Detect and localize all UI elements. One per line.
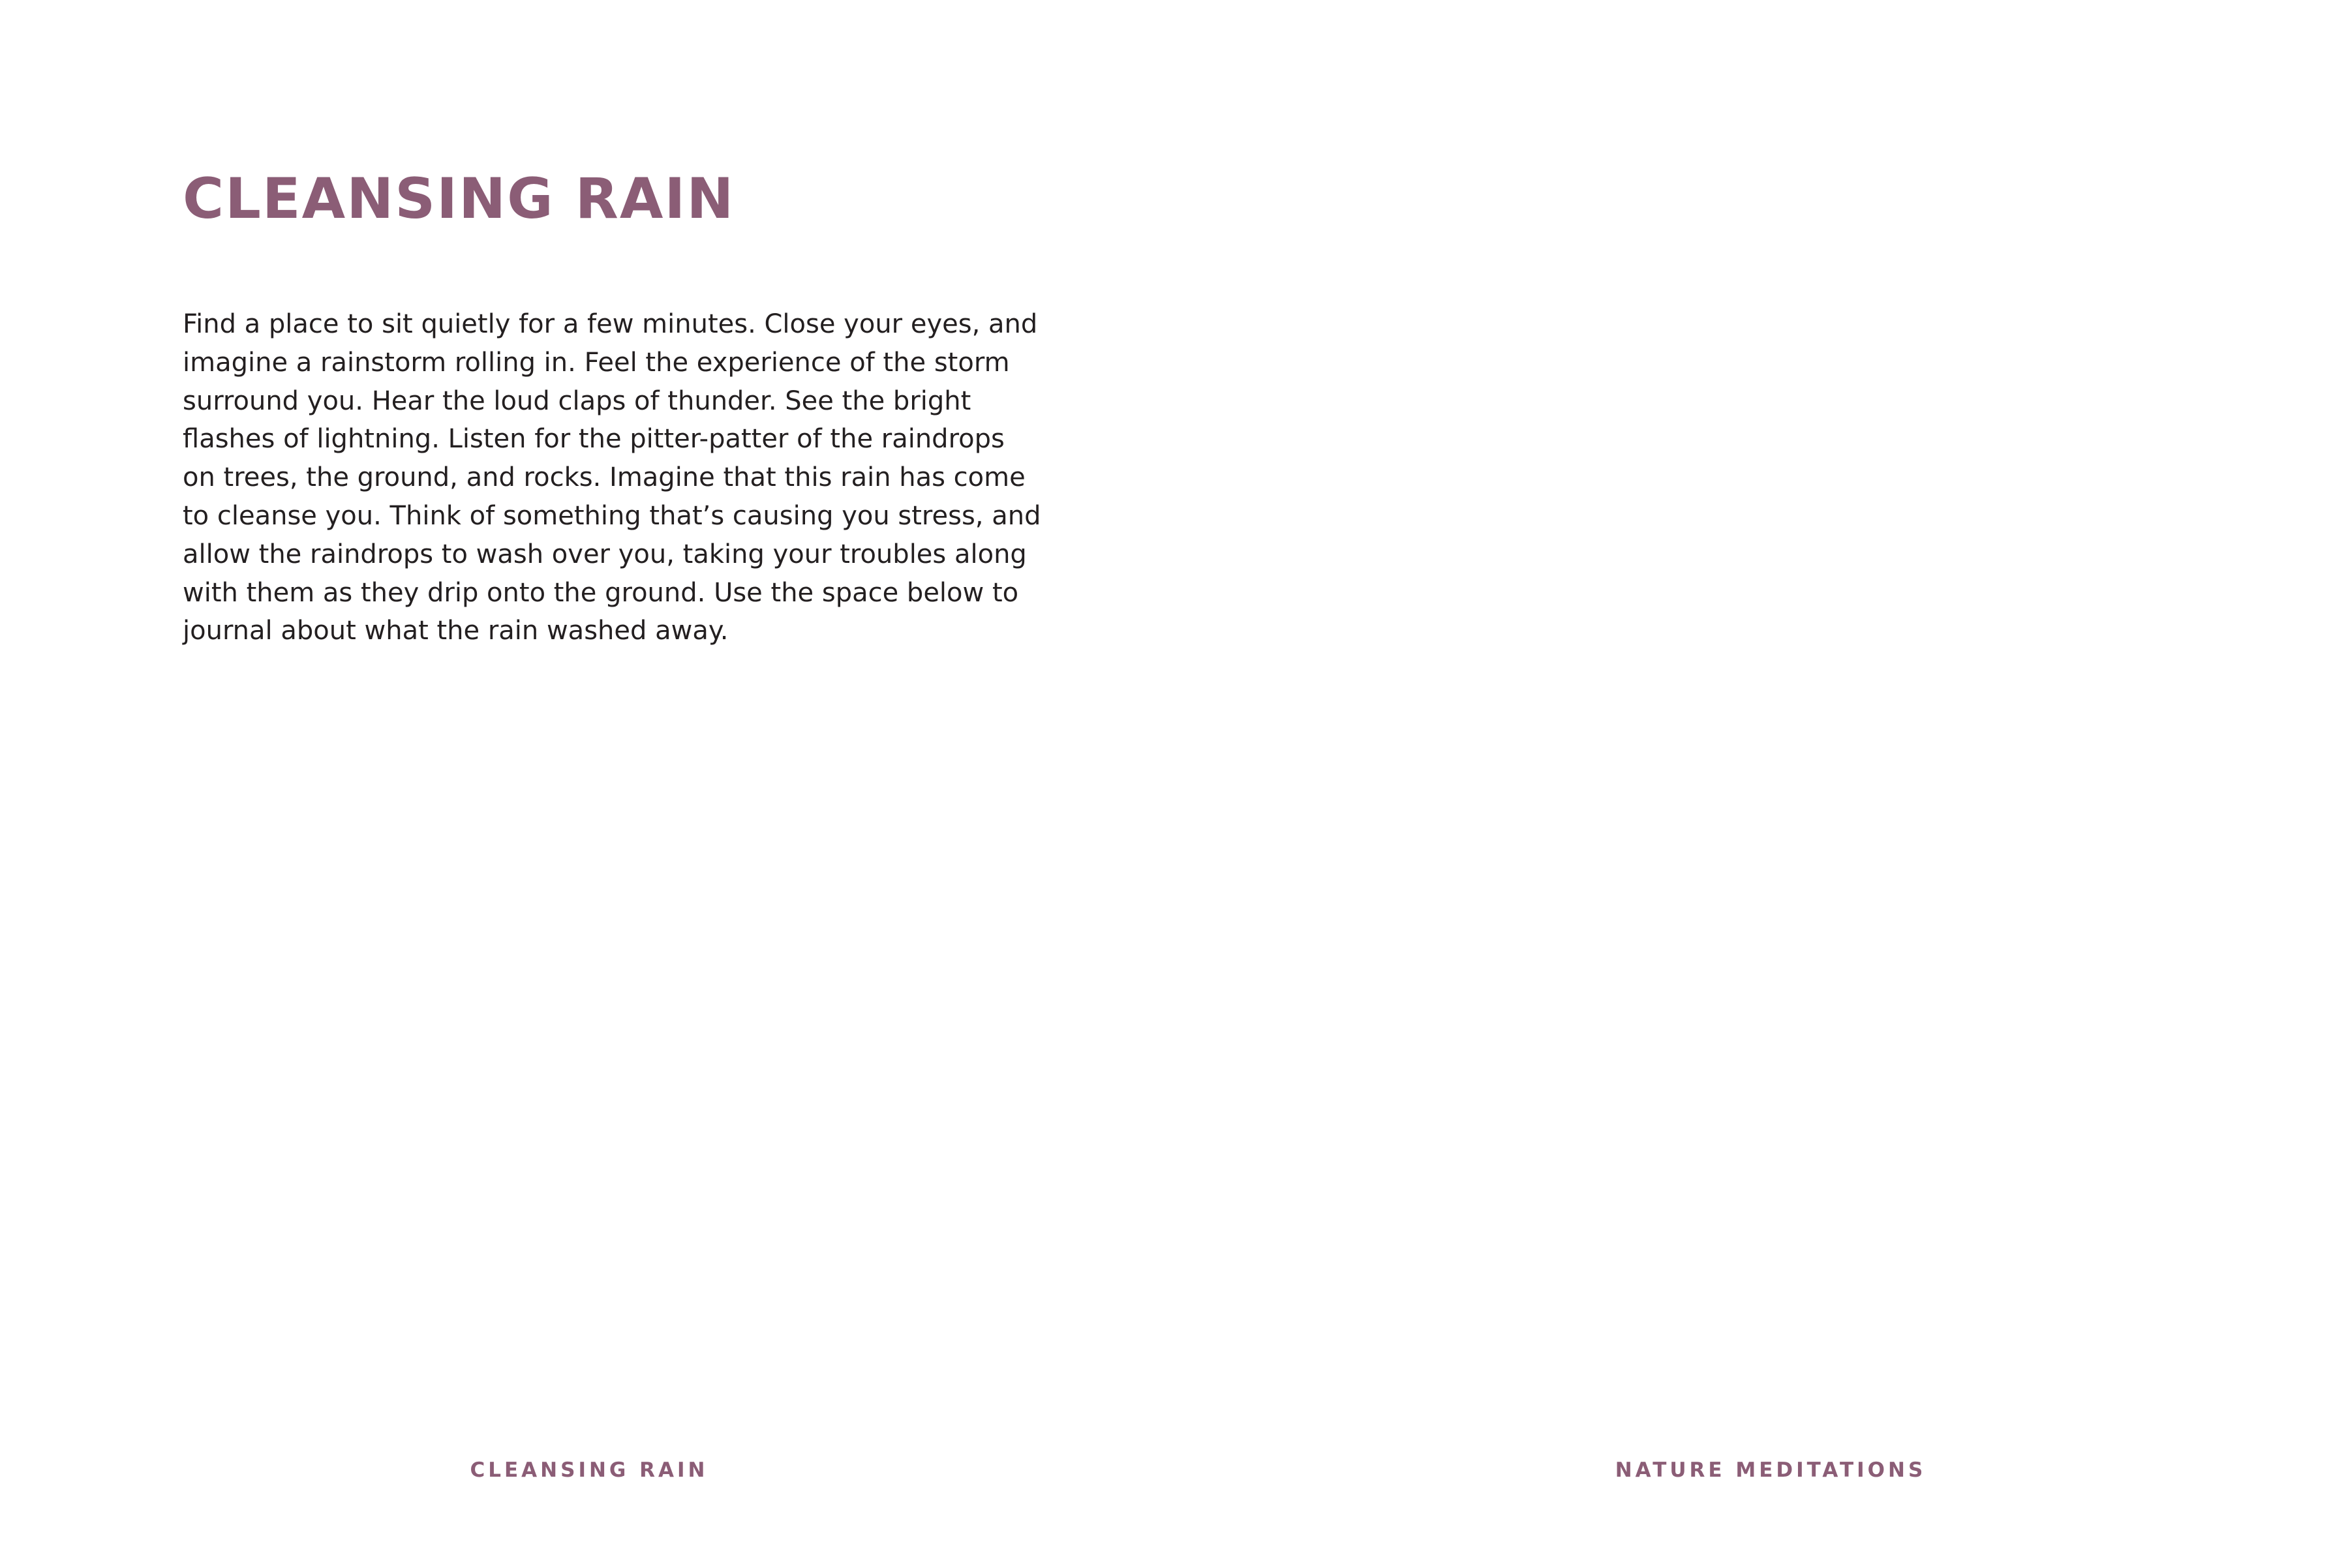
running-footer: CLEANSING RAIN xyxy=(470,1458,708,1482)
meditation-instructions xyxy=(183,305,1041,650)
instruction-line: allow the raindrops to wash over you, taking your troubles along xyxy=(183,539,1027,569)
page-title: CLEANSING RAIN xyxy=(183,166,735,232)
instruction-line: to cleanse you. Think of something that’s causing you stress, and xyxy=(183,500,1041,531)
instruction-line: surround you. Hear the loud claps of thunder. See the bright xyxy=(183,385,971,416)
running-footer: NATURE MEDITATIONS xyxy=(1615,1458,1927,1482)
instruction-line: on trees, the ground, and rocks. Imagine that this rain has come xyxy=(183,462,1026,493)
instruction-line: Find a place to sit quietly for a few minutes. Close your eyes, and xyxy=(183,309,1038,339)
instruction-line: flashes of lightning. Listen for the pitter-patter of the raindrops xyxy=(183,424,1005,455)
instruction-line: with them as they drip onto the ground. Use the space below to xyxy=(183,577,1019,608)
right-page xyxy=(1173,0,2346,1568)
instruction-line: journal about what the rain washed away. xyxy=(183,616,729,646)
instruction-line: imagine a rainstorm rolling in. Feel the experience of the storm xyxy=(183,347,1010,378)
